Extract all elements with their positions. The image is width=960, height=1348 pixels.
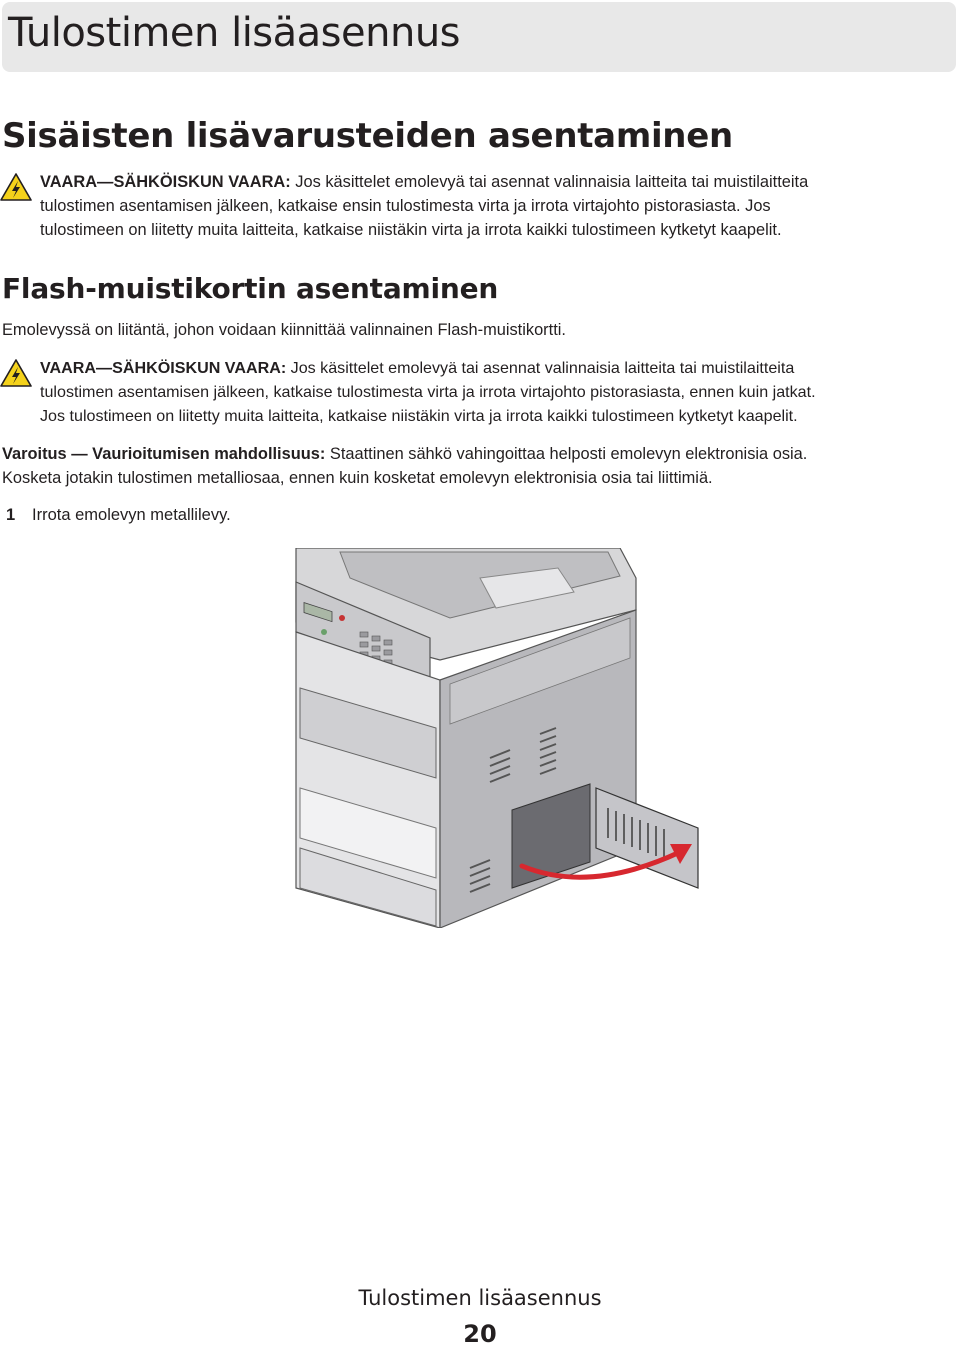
subsection-title: Flash-muistikortin asentaminen — [2, 272, 499, 305]
printer-illustration — [290, 548, 702, 928]
chapter-title: Tulostimen lisäasennus — [8, 10, 461, 56]
page-number: 20 — [463, 1320, 497, 1348]
footer-chapter-title: Tulostimen lisäasennus — [358, 1286, 602, 1310]
electric-shock-warning-icon — [0, 358, 32, 388]
caution-paragraph: Varoitus — Vaurioitumisen mahdollisuus: Staattinen sähkö vahingoittaa helposti emolevyn elektronisia osia. Kosketa jotakin tulostimen metalliosaa, ennen kuin kosketat emolevyn elektronisia osia tai liittimiä. — [2, 445, 808, 487]
intro-paragraph: Emolevyssä on liitäntä, johon voidaan kiinnittää valinnainen Flash-muistikortti. — [2, 321, 566, 339]
warning-text-1: VAARA—SÄHKÖISKUN VAARA: Jos käsittelet emolevyä tai asennat valinnaisia laitteita tai muistilaitteita tulostimen asentamisen jälkeen, katkaise ensin tulostimesta virta ja irrota virtajohto pistorasiasta. Jos tulostimeen on liitetty muita laitteita, katkaise niistäkin virta ja irrota kaikki tulostimeen kytketyt kaapelit. — [40, 173, 809, 239]
step-1 — [6, 506, 231, 525]
warning-text-2: VAARA—SÄHKÖISKUN VAARA: Jos käsittelet emolevyä tai asennat valinnaisia laitteita tai muistilaitteita tulostimen asentamisen jälkeen, katkaise tulostimesta virta ja irrota virtajohto pistorasiasta, ennen kuin jatkat. Jos tulostimeen on liitetty muita laitteita, katkaise niistäkin virta ja irrota kaikki tulostimeen kytketyt kaapelit. — [40, 359, 816, 425]
step-text: Irrota emolevyn metallilevy. — [32, 506, 231, 524]
caution-label: Varoitus — Vaurioitumisen mahdollisuus: — [2, 445, 326, 463]
step-number: 1 — [6, 506, 16, 524]
electric-shock-warning-icon — [0, 172, 32, 202]
section-title: Sisäisten lisävarusteiden asentaminen — [2, 116, 733, 156]
